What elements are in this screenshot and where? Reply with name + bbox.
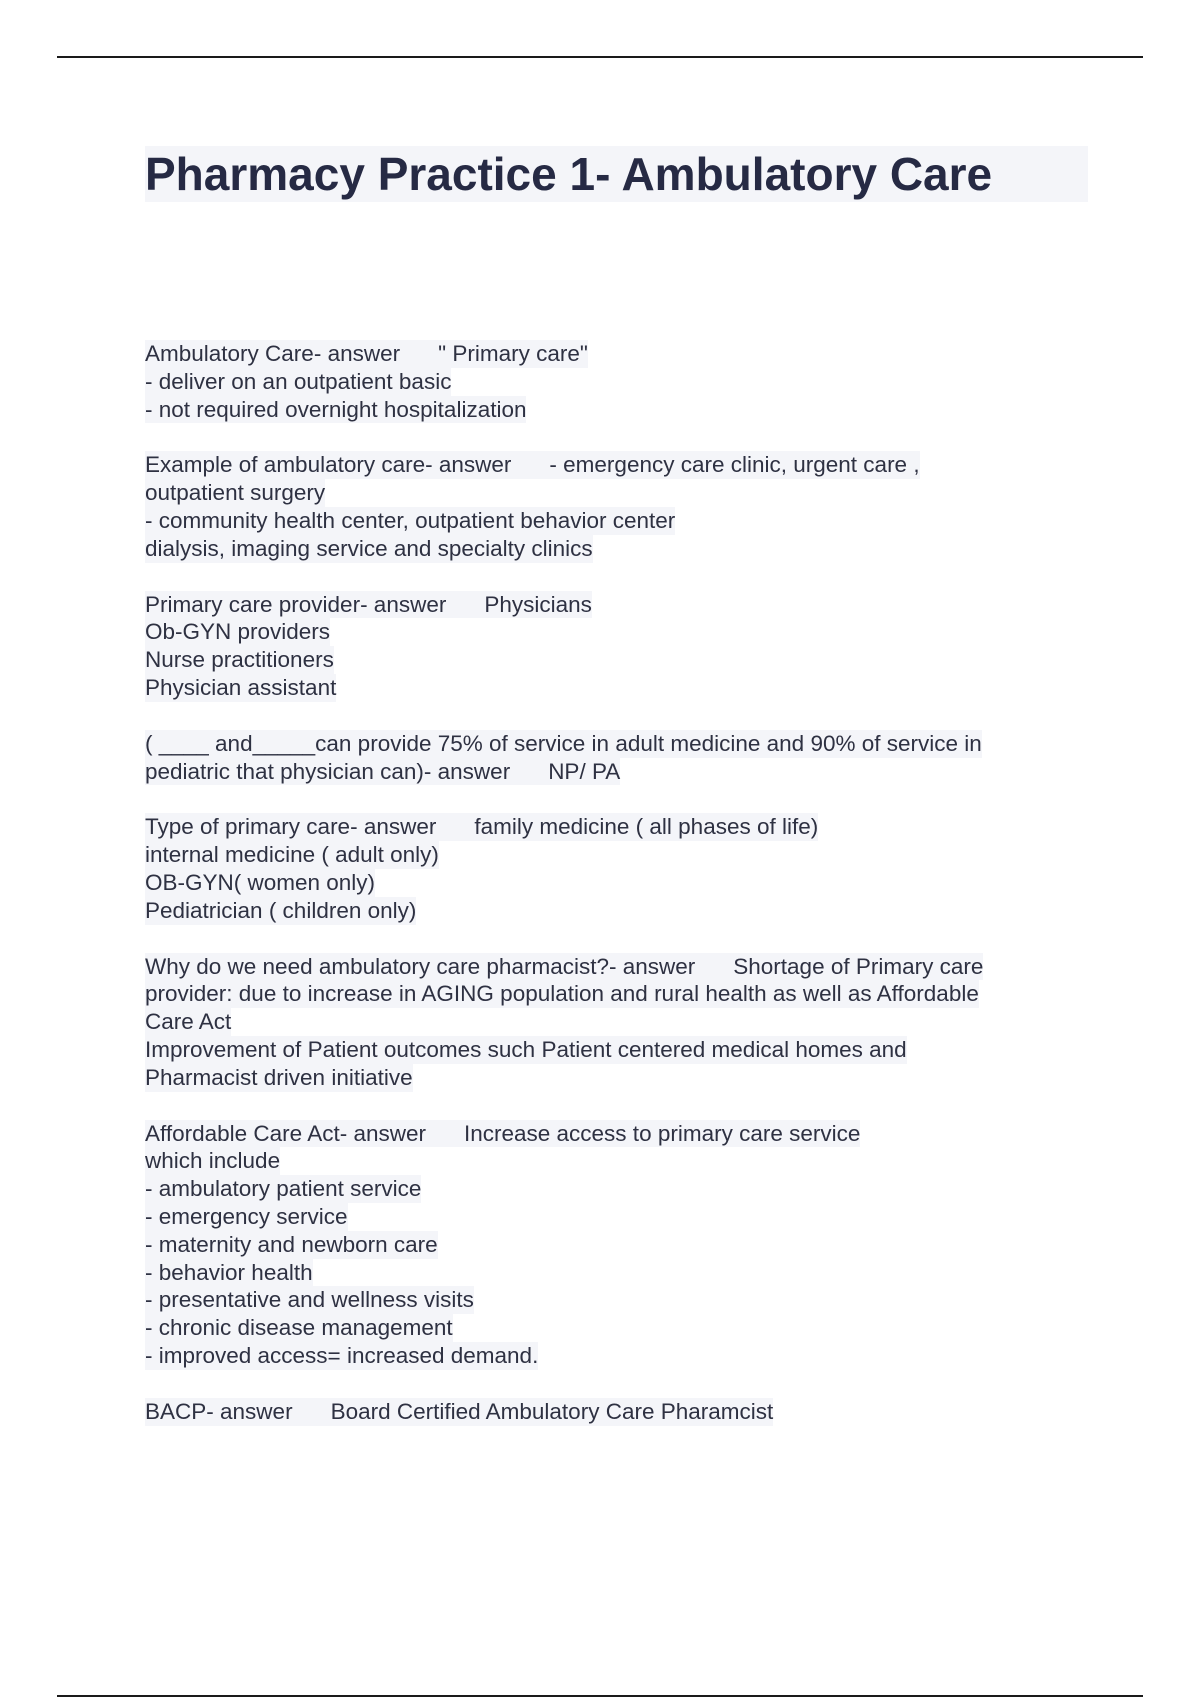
- term-text: Type of primary care: [145, 814, 351, 840]
- answer-separator: - answer: [608, 953, 696, 979]
- answer-line: Physician assistant: [145, 674, 337, 700]
- term-line: ( ____ and_____can provide 75% of service in adult medicine and 90% of service in: [145, 730, 982, 756]
- answer-text: Shortage of Primary care: [733, 953, 984, 979]
- answer-separator: - answer: [360, 591, 447, 617]
- flashcard-entry: [145, 340, 1075, 423]
- answer-line: Pediatrician ( children only): [145, 897, 417, 923]
- answer-line: provider: due to increase in AGING population and rural health as well as Affordable: [145, 981, 979, 1007]
- answer-line: OB-GYN( women only): [145, 869, 376, 895]
- flashcard-entry: [145, 1120, 1075, 1370]
- answer-separator: - answer: [339, 1120, 426, 1146]
- term-text: Example of ambulatory care: [145, 452, 426, 478]
- answer-line: - chronic disease management: [145, 1315, 453, 1341]
- term-line: [145, 1120, 860, 1148]
- term-line: [145, 1398, 773, 1426]
- term-line: [145, 591, 592, 619]
- answer-separator: - answer: [206, 1398, 293, 1424]
- answer-line: - improved access= increased demand.: [145, 1342, 539, 1368]
- answer-text: Physicians: [484, 591, 592, 617]
- answer-line: - emergency service: [145, 1203, 348, 1229]
- answer-text: - emergency care clinic, urgent care ,: [549, 452, 920, 478]
- answer-separator: - answer: [423, 758, 511, 784]
- answer-line: Improvement of Patient outcomes such Patient centered medical homes and: [145, 1036, 907, 1062]
- answer-line: outpatient surgery: [145, 480, 326, 506]
- answer-line: - community health center, outpatient behavior center: [145, 507, 676, 533]
- answer-separator: - answer: [350, 814, 437, 840]
- answer-text: family medicine ( all phases of life): [474, 814, 819, 840]
- term-line: [145, 813, 818, 841]
- answer-separator: - answer: [313, 341, 401, 366]
- answer-line: Pharmacist driven initiative: [145, 1064, 413, 1090]
- term-line: [145, 758, 620, 786]
- answer-line: Nurse practitioners: [145, 647, 334, 673]
- flashcard-entry: [145, 953, 1075, 1092]
- term-text: Why do we need ambulatory care pharmacist?: [145, 953, 609, 979]
- flashcard-entry: [145, 451, 1075, 562]
- bottom-rule: [57, 1695, 1143, 1697]
- answer-text: Board Certified Ambulatory Care Pharamcist: [330, 1398, 774, 1424]
- flashcard-entry: [145, 591, 1075, 702]
- answer-text: NP/ PA: [548, 758, 621, 784]
- answer-text: " Primary care": [438, 341, 588, 366]
- answer-line: which include: [145, 1148, 281, 1174]
- term-text: BACP: [145, 1398, 207, 1424]
- term-line: [145, 953, 983, 981]
- term-text: Ambulatory Care: [145, 341, 314, 366]
- flashcard-entry: [145, 730, 1075, 786]
- answer-line: Ob-GYN providers: [145, 619, 331, 645]
- answer-line: internal medicine ( adult only): [145, 842, 439, 868]
- term-line: [145, 451, 920, 479]
- term-line: [145, 340, 588, 368]
- flashcard-list: [145, 340, 1075, 1454]
- flashcard-entry: [145, 813, 1075, 924]
- term-text: Affordable Care Act: [145, 1120, 340, 1146]
- term-text: Primary care provider: [145, 591, 361, 617]
- answer-text: Increase access to primary care service: [463, 1120, 861, 1146]
- answer-line: - not required overnight hospitalization: [145, 396, 527, 422]
- term-text: pediatric that physician can): [145, 758, 424, 784]
- top-rule: [57, 56, 1143, 58]
- answer-separator: - answer: [425, 452, 512, 478]
- answer-line: - maternity and newborn care: [145, 1231, 438, 1257]
- answer-line: - deliver on an outpatient basic: [145, 368, 452, 394]
- answer-line: Care Act: [145, 1009, 232, 1035]
- answer-line: - ambulatory patient service: [145, 1176, 422, 1202]
- flashcard-entry: [145, 1398, 1075, 1426]
- answer-line: - presentative and wellness visits: [145, 1287, 474, 1313]
- answer-line: - behavior health: [145, 1259, 313, 1285]
- answer-line: dialysis, imaging service and specialty clinics: [145, 535, 593, 561]
- page-title: Pharmacy Practice 1- Ambulatory Care: [145, 146, 1088, 202]
